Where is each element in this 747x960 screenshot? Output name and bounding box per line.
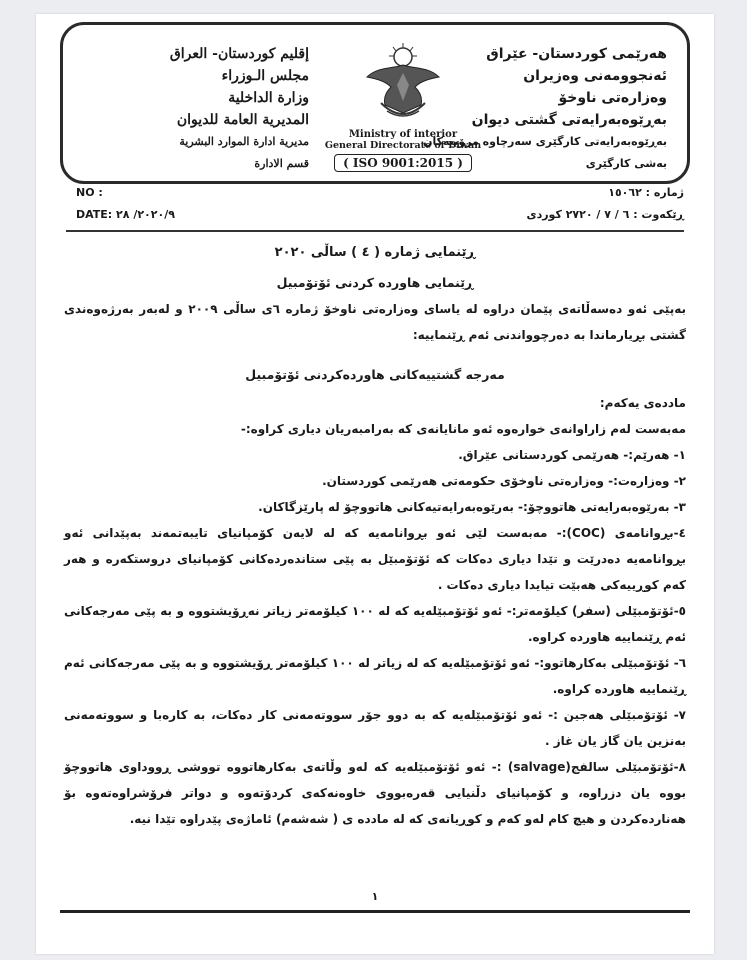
letterhead-kurdish-line: بەڕێوەبەرایەتی گشتی دیوان xyxy=(471,112,667,128)
section-title: مەرجە گشتییەکانی هاوردەکردنی ئۆتۆمبیل xyxy=(245,367,505,382)
definition-item: ٣- بەرێوەبەرایەتی هاتووچۆ:- بەرێوەبەرایەتیەکانی هاتووچۆ لە پارێزگاکان. xyxy=(258,500,686,514)
definition-item: ٦- ئۆتۆمبێلی بەکارهاتوو:- ئەو ئۆتۆمبێلەیە کە لە زیاتر لە ١٠٠ کیلۆمەتر ڕۆیشتووە و بە پێی مەرجەکانی ئەم ڕێنماییە هاوردە کراوە. xyxy=(64,656,687,696)
document-subtitle: ڕێنمایی هاوردە کردنی ئۆتۆمبیل xyxy=(276,275,474,290)
iso-certification-badge: ( ISO 9001:2015 ) xyxy=(334,154,472,172)
letterhead-arabic-line: مجلس الـوزراء xyxy=(221,68,309,84)
document-title: ڕێنمایی ژمارە ( ٤ ) ساڵی ٢٠٢٠ xyxy=(274,245,476,260)
article-intro: مەبەست لەم زاراوانەی خوارەوە ئەو مانایانەی کە بەرامبەریان دیاری کراوە:- xyxy=(240,422,686,436)
intro-paragraph: بەپێی ئەو دەسەڵاتەی پێمان دراوە لە یاسای وەزارەتی ناوخۆ ژمارە ٦ی ساڵی ٢٠٠٩ و لەبەر بەرژەوەندی گشتی بڕیارماندا بە دەرچوواندنی ئەم ڕێنماییە: xyxy=(64,302,686,342)
directorate-name-en: General Directorate of Diwan xyxy=(324,140,482,151)
letterhead-center xyxy=(321,41,485,172)
header-divider xyxy=(66,230,684,232)
definition-item: ٥-ئۆتۆمبێلی (سفر) کیلۆمەتر:- ئەو ئۆتۆمبێلەیە کە لە ١٠٠ کیلۆمەتر زیاتر نەڕۆیشتووە و بە پێی مەرجەکانی ئەم ڕێنماییە هاوردە کراوە. xyxy=(64,604,686,644)
definition-item: ٢- وەزارەت:- وەزارەتی ناوخۆی حکومەتی هەرێمی کوردستان. xyxy=(322,474,686,488)
letterhead-kurdish-line: وەزارەتی ناوخۆ xyxy=(558,90,667,106)
letterhead-kurdish-line: ئەنجوومەنی وەزیران xyxy=(523,68,667,84)
definition-item: ١- هەرێم:- هەرێمی کوردستانی عێراق. xyxy=(458,448,686,462)
document-body xyxy=(64,240,686,832)
definition-item: ٨-ئۆتۆمبێلی سالفج(salvage) :- ئەو ئۆتۆمبێلەیە کە لەو وڵاتەی بەکارهاتووە تووشی ڕووداوی هاتووچۆ بووە یان دزراوە، و کۆمپانیای دڵنیایی قەرەبووی خاوەنەکەی کردۆتەوە و دواتر فرۆشراوەتەوە بۆ هەناردەکردن و هیچ کام لەو کەم و کوڕیانەی کە لە ماددە ی ( شەشەم) ئاماژەی پێدراوە تێدا نیە. xyxy=(64,760,686,826)
letterhead-arabic xyxy=(99,43,309,175)
letterhead-kurdish-line: بەڕێوەبەرایەتی کارگێری سەرچاوە مرۆییەکان xyxy=(423,135,667,148)
letterhead-kurdish-line: هەرێمی کوردستان- عێراق xyxy=(486,46,667,62)
letterhead-arabic-line: مديرية ادارة الموارد البشرية xyxy=(179,135,309,148)
letterhead-arabic-line: قسم الادارة xyxy=(254,157,309,170)
date-label: DATE: ٢٠٢٠/٩/ ٢٨ xyxy=(76,208,175,221)
letterhead-arabic-line: المديرية العامة للديوان xyxy=(176,112,309,128)
letterhead-arabic-line: وزارة الداخلية xyxy=(228,90,309,106)
definition-item: ٧- ئۆتۆمبێلی هەجین :- ئەو ئۆتۆمبێلەیە کە بە دوو جۆر سووتەمەنی کار دەکات، بە کارەبا و سووتەمەنی بەنزین یان گاز یان غاز . xyxy=(64,708,686,748)
letterhead-frame xyxy=(60,22,690,184)
letterhead-arabic-line: إقليم كوردستان- العراق xyxy=(169,46,309,62)
page-number: ١ xyxy=(371,890,379,903)
date-kurdish: ڕێکەوت : ٦ / ٧ / ٢٧٢٠ کوردی xyxy=(526,208,684,221)
reference-number-label: NO : xyxy=(76,186,103,199)
document-page xyxy=(36,14,714,954)
kurdistan-region-emblem-icon xyxy=(361,41,445,123)
letterhead-kurdish-line: بەشی کارگێری xyxy=(585,157,667,170)
ministry-name-en: Ministry of interior xyxy=(348,129,458,140)
definition-item: ٤-بڕوانامەی (COC):- مەبەست لێی ئەو بڕوانامەیە کە لە لایەن کۆمپانیای تایبەتمەند بەپێدانی ئەو بڕوانامەیە دەدرێت و تێدا دیاری دەکات کە ئۆتۆمبێل بە پێی ستاندەردەکانی کۆمپانیای دروستکەرە و هەر کەم کوڕییەکی هەبێت تیایدا دیاری دەکات . xyxy=(64,526,686,592)
article-heading: ماددەی یەکەم: xyxy=(599,396,686,410)
footer-divider xyxy=(60,910,690,913)
reference-number-kurdish: ژمارە : ١٥٠٦٢ xyxy=(608,186,684,199)
